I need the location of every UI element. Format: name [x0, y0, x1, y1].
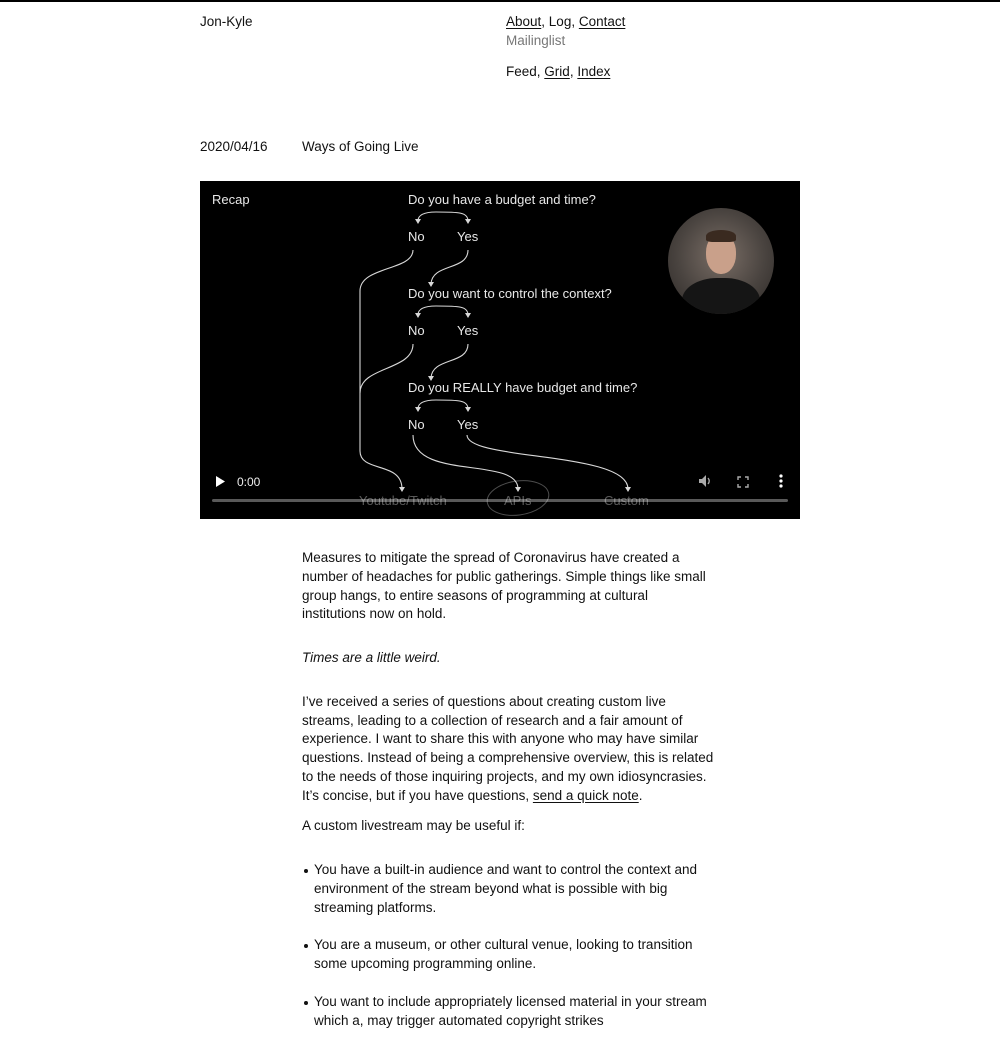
video-recap-label: Recap	[212, 192, 250, 207]
nav-link-log[interactable]: Log	[548, 14, 572, 29]
nav-separator: ,	[541, 14, 549, 29]
site-name[interactable]: Jon-Kyle	[200, 14, 253, 29]
nav-link-mailinglist[interactable]: Mailinglist	[506, 32, 566, 48]
paragraph-intro: Measures to mitigate the spread of Coronavirus have created a number of headaches for public gatherings. Simple things like small group hangs, to entire seasons of programming at cultural institutions now on hold.	[302, 550, 706, 622]
volume-icon[interactable]	[698, 474, 714, 494]
send-note-link[interactable]: send a quick note	[532, 787, 639, 803]
flowchart-no-3: No	[408, 417, 425, 432]
video-player[interactable]	[200, 181, 800, 519]
nav-row-views	[506, 63, 625, 82]
nav-link-grid[interactable]: Grid	[544, 63, 570, 79]
presenter-shirt	[682, 278, 760, 314]
flowchart-no-1: No	[408, 229, 425, 244]
flowchart-question-2: Do you want to control the context?	[408, 286, 612, 301]
play-icon[interactable]	[214, 475, 226, 494]
nav-link-index[interactable]: Index	[577, 63, 611, 79]
nav-separator: ,	[571, 14, 579, 29]
use-case-list	[302, 861, 714, 1030]
flowchart-yes-3: Yes	[457, 417, 479, 432]
flowchart-no-2: No	[408, 323, 425, 338]
nav-link-contact[interactable]: Contact	[578, 14, 626, 29]
paragraph-useful-if: A custom livestream may be useful if:	[302, 818, 525, 834]
list-item: You have a built-in audience and want to control the context and environment of the stream beyond what is possible with big streaming platforms.	[314, 861, 714, 917]
list-item: You want to include appropriately licensed material in your stream which a, may trigger automated copyright strikes	[314, 993, 714, 1031]
flowchart-yes-2: Yes	[457, 323, 479, 338]
paragraph-italic: Times are a little weird.	[302, 650, 441, 665]
post-date: 2020/04/16	[200, 139, 268, 154]
paragraph-questions-text: I’ve received a series of questions about creating custom live streams, leading to a collection of research and a fair amount of experience. I want to share this with anyone who may have similar questions. Instead of being a comprehensive overview, this is related to the needs of those inquiring projects, and my own idiosyncrasies. It’s concise, but if you have questions,	[302, 693, 714, 803]
flowchart-outcome-apis: APIs	[504, 493, 532, 508]
nav-separator: ,	[536, 63, 545, 79]
flowchart-outcome-youtube: Youtube/Twitch	[359, 493, 447, 508]
list-item: You are a museum, or other cultural venue, looking to transition some upcoming programming online.	[314, 936, 714, 974]
video-time: 0:00	[237, 475, 261, 489]
presenter-webcam	[668, 208, 774, 314]
presenter-hair	[706, 230, 736, 242]
top-border	[0, 0, 1000, 2]
nav-link-feed[interactable]: Feed	[506, 63, 537, 79]
nav-link-about[interactable]: About	[506, 14, 542, 29]
video-progress-bar[interactable]	[212, 499, 788, 502]
paragraph-questions-end: .	[638, 787, 643, 803]
site-nav	[506, 13, 625, 81]
paragraph-questions	[302, 693, 714, 806]
post-title: Ways of Going Live	[302, 139, 419, 154]
flowchart-question-1: Do you have a budget and time?	[408, 192, 596, 207]
nav-separator: ,	[569, 63, 578, 79]
flowchart-outcome-custom: Custom	[604, 493, 649, 508]
more-options-icon[interactable]	[779, 474, 783, 494]
fullscreen-icon[interactable]	[737, 475, 749, 494]
flowchart-yes-1: Yes	[457, 229, 479, 244]
nav-row-primary	[506, 13, 625, 32]
flowchart-question-3: Do you REALLY have budget and time?	[408, 380, 638, 395]
article-body	[302, 549, 714, 1049]
